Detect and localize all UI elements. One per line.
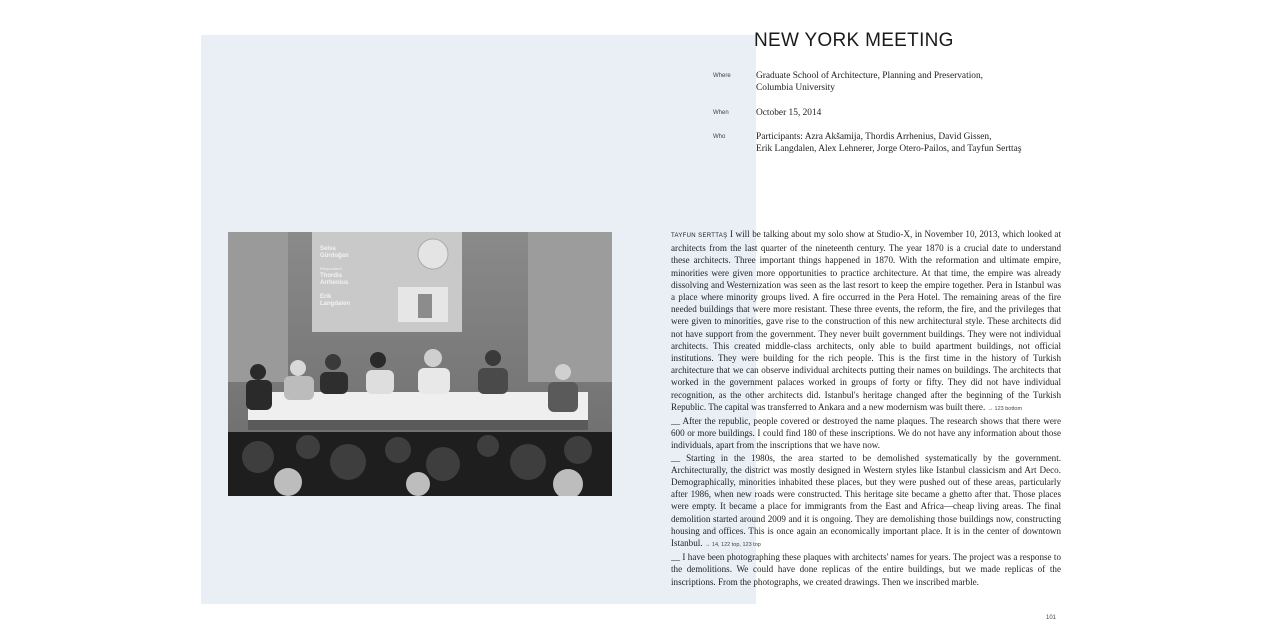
- screen-text-6: Erik: [320, 294, 332, 300]
- screen-text-5: Arrhenius: [320, 280, 349, 286]
- where-value-line-1: Graduate School of Architecture, Planning and Preservation,: [756, 71, 984, 81]
- speaker-name: TAYFUN SERTTAŞ: [671, 233, 728, 239]
- when-label: When: [713, 110, 729, 116]
- screen-text-1: Selva: [320, 246, 336, 252]
- where-value-line-2: Columbia University: [756, 83, 835, 93]
- cross-reference-1: → 123 bottom: [987, 405, 1023, 412]
- page-title: NEW YORK MEETING: [754, 30, 954, 51]
- panel-discussion-photo: [228, 232, 612, 496]
- who-label: Who: [713, 134, 726, 140]
- paragraph-3-text: __ Starting in the 1980s, the area started to be demolished systematically by the government. Architecturally, the district was mostly designed in Western styles like Istanbul classicism and Art Deco. Demographically, minorities inhabited these places, but they were pushed out of these areas, particularly after 1986, when new roads were constructed. This heritage site became a ghetto after that. Those places were empty. It became a place for immigrants from the East and Africa—cheap living areas. The final demolition started around 2009 and it is ongoing. They are demolishing those buildings now, constructing housing and offices. This is once again an economically important place. It is in the center of downtown Istanbul.: [671, 452, 1061, 549]
- who-value-line-2: Erik Langdalen, Alex Lehnerer, Jorge Otero-Pailos, and Tayfun Serttaş: [756, 144, 1022, 154]
- screen-text-7: Langdalen: [320, 301, 351, 307]
- page-number: 101: [1046, 615, 1057, 621]
- screen-text-3: Respondent: [320, 266, 342, 271]
- where-value: [756, 70, 983, 94]
- transcript-body: [671, 228, 1061, 588]
- where-label: Where: [713, 73, 731, 79]
- paragraph-1-text: I will be talking about my solo show at Studio-X, in November 10, 2013, which looked at architects from the last quarter of the nineteenth century. The year 1870 is a crucial date to understand these architects. Three important things happened in 1870. With the reformation and ultimate empire, minorities were given more opportunities to practice architecture. At that time, the empire was already dissolving and Westernization was seen as the last resort to keep the empire together. Pera in Istanbul was a place where minority groups lived. A fire occurred in the Pera Hotel. The remaining areas of the fire needed buildings that were more resistant. These three events, the reform, the fire, and the privileges that were given to minorities, gave rise to the construction of this new architectural style. These architects did not have support from the government. They never built government buildings. They were not individual architects. This created middle-class architects, only able to build apartment buildings, not official institutions. They were building for the rich people. This is the first time in the history of Turkish architecture that we can observe individual architects putting their names on buildings. The architects that worked in the government palaces worked in groups of forty or fifty. They did not have individual recognition, as the other architects did. Istanbul's heritage changed after the beginning of the Turkish Republic. The capital was transferred to Ankara and a new modernism was built there.: [671, 229, 1061, 412]
- screen-text-4: Thordis: [320, 273, 342, 279]
- when-value: October 15, 2014: [756, 108, 822, 118]
- paragraph-1: [671, 228, 1061, 415]
- who-value: [756, 131, 1021, 155]
- who-value-line-1: Participants: Azra Akšamija, Thordis Arrhenius, David Gissen,: [756, 132, 992, 142]
- screen-text-2: Gürdoğan: [320, 253, 349, 259]
- paragraph-2: __ After the republic, people covered or destroyed the name plaques. The research shows that there were 600 or more buildings. I could find 180 of these inscriptions. We do not have any information about those individuals, apart from the inscriptions that we have now.: [671, 416, 1061, 451]
- cross-reference-2: → 14, 122 top, 123 top: [704, 542, 761, 549]
- paragraph-4: __ I have been photographing these plaques with architects' names for years. The project was a response to the demolitions. We could have done replicas of the entire buildings, but we made replicas of the inscriptions. From the photographs, we created drawings. Then we inscribed marble.: [671, 552, 1061, 587]
- paragraph-3: [671, 452, 1061, 552]
